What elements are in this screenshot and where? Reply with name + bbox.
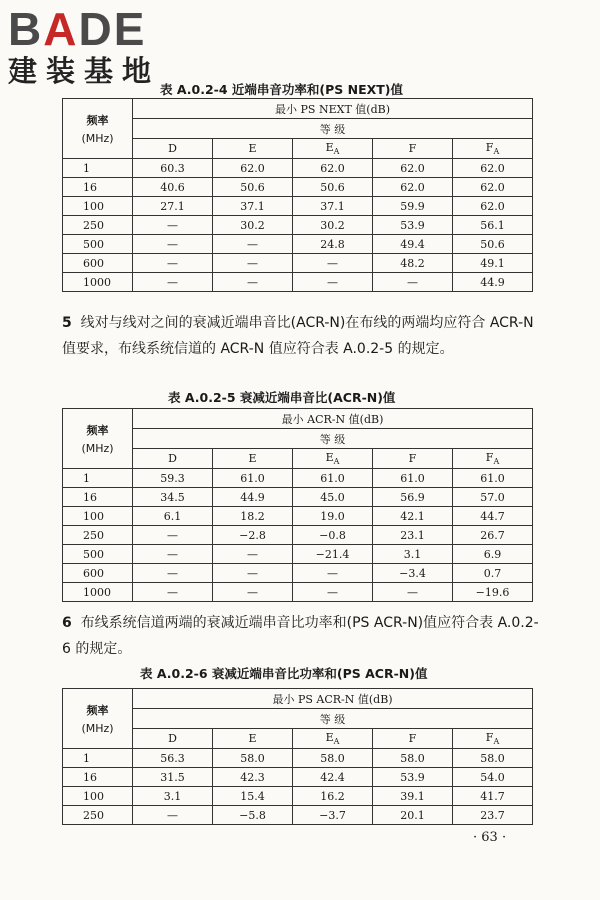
value-cell: — <box>373 273 453 292</box>
value-cell: — <box>133 564 213 583</box>
grade-subscript: A <box>333 457 340 467</box>
grade-cell <box>293 729 373 749</box>
grade-cell <box>133 449 213 469</box>
value-cell: 42.4 <box>293 768 373 787</box>
table-row <box>63 564 533 583</box>
value-cell: — <box>133 583 213 602</box>
value-cell: 61.0 <box>373 469 453 488</box>
grade-letter: D <box>168 732 177 745</box>
table-row <box>63 526 533 545</box>
grade-header: 等 级 <box>133 119 533 139</box>
value-cell: 6.1 <box>133 507 213 526</box>
value-cell: 30.2 <box>213 216 293 235</box>
value-cell: 42.3 <box>213 768 293 787</box>
freq-unit: (MHz) <box>81 132 114 145</box>
value-cell: — <box>293 564 373 583</box>
freq-cell: 100 <box>63 507 133 526</box>
value-cell: 58.0 <box>453 749 533 768</box>
paragraph-number: 5 <box>62 315 72 331</box>
logo-letter: A <box>43 3 79 55</box>
value-cell: 49.1 <box>453 254 533 273</box>
value-cell: 16.2 <box>293 787 373 806</box>
value-cell: 37.1 <box>293 197 373 216</box>
grade-letter: D <box>168 452 177 465</box>
value-cell: 45.0 <box>293 488 373 507</box>
value-cell: 41.7 <box>453 787 533 806</box>
value-cell: — <box>213 583 293 602</box>
freq-cell: 600 <box>63 564 133 583</box>
logo-letter: B <box>8 3 44 55</box>
value-cell: — <box>133 273 213 292</box>
value-cell: −21.4 <box>293 545 373 564</box>
value-cell: — <box>133 216 213 235</box>
value-cell: 44.9 <box>213 488 293 507</box>
value-cell: 50.6 <box>293 178 373 197</box>
value-cell: 50.6 <box>213 178 293 197</box>
paragraph-text: 布线系统信道两端的衰减近端串音比功率和(PS ACR-N)值应符合表 A.0.2-6 的规定。 <box>62 615 539 657</box>
value-cell: — <box>213 254 293 273</box>
table-caption-a026: 表 A.0.2-6 衰减近端串音比功率和(PS ACR-N)值 <box>140 666 428 681</box>
paragraph-text: 线对与线对之间的衰减近端串音比(ACR-N)在布线的两端均应符合 ACR-N 值要求，布线系统信道的 ACR-N 值应符合表 A.0.2-5 的规定。 <box>62 315 534 357</box>
freq-header <box>63 99 133 159</box>
table-acr-n <box>62 408 533 602</box>
value-cell: −2.8 <box>213 526 293 545</box>
table-row <box>63 159 533 178</box>
freq-header <box>63 689 133 749</box>
value-cell: — <box>133 526 213 545</box>
logo-letter-b <box>8 3 146 55</box>
table-row <box>63 749 533 768</box>
grade-cell <box>213 729 293 749</box>
page-number: · 63 · <box>473 830 507 845</box>
freq-cell: 1 <box>63 159 133 178</box>
value-cell: 59.3 <box>133 469 213 488</box>
grade-cell <box>453 139 533 159</box>
freq-label: 频率 <box>86 114 109 127</box>
grade-letter: E <box>325 730 334 744</box>
table-row <box>63 216 533 235</box>
grade-letter: E <box>248 452 257 465</box>
freq-cell: 1 <box>63 469 133 488</box>
grade-cell <box>213 449 293 469</box>
value-cell: 62.0 <box>373 159 453 178</box>
logo-letter: D <box>78 3 114 55</box>
table-row <box>63 469 533 488</box>
value-cell: 26.7 <box>453 526 533 545</box>
value-cell: 31.5 <box>133 768 213 787</box>
value-cell: 44.9 <box>453 273 533 292</box>
value-cell: — <box>133 235 213 254</box>
value-cell: 34.5 <box>133 488 213 507</box>
logo-brand-cn: 建装基地 <box>8 54 161 88</box>
header-row <box>63 409 533 429</box>
grade-letters-row <box>63 449 533 469</box>
table-row <box>63 273 533 292</box>
value-cell: — <box>133 254 213 273</box>
table-caption-a025: 表 A.0.2-5 衰减近端串音比(ACR-N)值 <box>168 390 396 405</box>
value-cell: 53.9 <box>373 216 453 235</box>
value-cell: 56.9 <box>373 488 453 507</box>
value-cell: 48.2 <box>373 254 453 273</box>
value-cell: 20.1 <box>373 806 453 825</box>
value-cell: — <box>213 235 293 254</box>
table-caption-a024: 表 A.0.2-4 近端串音功率和(PS NEXT)值 <box>160 82 403 97</box>
grade-cell <box>293 449 373 469</box>
table-row <box>63 178 533 197</box>
grade-header: 等 级 <box>133 429 533 449</box>
value-header: 最小 PS NEXT 值(dB) <box>133 99 533 119</box>
table-row <box>63 507 533 526</box>
value-cell: 3.1 <box>373 545 453 564</box>
grade-header-row <box>63 119 533 139</box>
value-cell: 18.2 <box>213 507 293 526</box>
table-row <box>63 545 533 564</box>
value-cell: 54.0 <box>453 768 533 787</box>
grade-cell <box>213 139 293 159</box>
freq-cell: 100 <box>63 197 133 216</box>
grade-subscript: A <box>493 147 500 157</box>
grade-letter: E <box>325 450 334 464</box>
table-row <box>63 768 533 787</box>
logo-brand-en <box>8 3 178 55</box>
value-cell: 58.0 <box>373 749 453 768</box>
value-cell: 23.1 <box>373 526 453 545</box>
value-cell: −5.8 <box>213 806 293 825</box>
value-cell: 42.1 <box>373 507 453 526</box>
grade-letter: F <box>408 452 417 465</box>
value-cell: 0.7 <box>453 564 533 583</box>
value-cell: 44.7 <box>453 507 533 526</box>
value-header: 最小 ACR-N 值(dB) <box>133 409 533 429</box>
value-cell: 19.0 <box>293 507 373 526</box>
value-cell: 6.9 <box>453 545 533 564</box>
freq-cell: 500 <box>63 235 133 254</box>
paragraph-6 <box>62 610 540 662</box>
value-cell: 62.0 <box>453 178 533 197</box>
value-cell: 23.7 <box>453 806 533 825</box>
logo-letter: E <box>113 3 147 55</box>
freq-label: 频率 <box>86 424 109 437</box>
value-cell: −3.7 <box>293 806 373 825</box>
grade-letter: F <box>408 142 417 155</box>
table-row <box>63 583 533 602</box>
grade-cell <box>453 729 533 749</box>
grade-subscript: A <box>333 737 340 747</box>
value-cell: 56.1 <box>453 216 533 235</box>
grade-cell <box>453 449 533 469</box>
value-cell: — <box>133 806 213 825</box>
grade-letter: E <box>248 142 257 155</box>
value-cell: 49.4 <box>373 235 453 254</box>
grade-subscript: A <box>333 147 340 157</box>
value-cell: 56.3 <box>133 749 213 768</box>
value-cell: 57.0 <box>453 488 533 507</box>
grade-cell <box>133 139 213 159</box>
value-cell: 61.0 <box>293 469 373 488</box>
grade-letter: E <box>248 732 257 745</box>
freq-cell: 250 <box>63 806 133 825</box>
grade-cell <box>373 729 453 749</box>
value-cell: 3.1 <box>133 787 213 806</box>
freq-header <box>63 409 133 469</box>
value-cell: 62.0 <box>373 178 453 197</box>
freq-cell: 16 <box>63 488 133 507</box>
grade-header-row <box>63 429 533 449</box>
freq-cell: 250 <box>63 526 133 545</box>
value-cell: 30.2 <box>293 216 373 235</box>
header-row <box>63 689 533 709</box>
value-cell: 15.4 <box>213 787 293 806</box>
value-cell: — <box>293 583 373 602</box>
value-cell: — <box>293 273 373 292</box>
value-cell: 59.9 <box>373 197 453 216</box>
value-cell: −3.4 <box>373 564 453 583</box>
freq-unit: (MHz) <box>81 442 114 455</box>
table-ps-acr-n <box>62 688 533 825</box>
freq-cell: 16 <box>63 178 133 197</box>
freq-cell: 500 <box>63 545 133 564</box>
value-cell: −19.6 <box>453 583 533 602</box>
header-row <box>63 99 533 119</box>
value-cell: 61.0 <box>213 469 293 488</box>
freq-cell: 250 <box>63 216 133 235</box>
value-cell: 40.6 <box>133 178 213 197</box>
grade-letters-row <box>63 729 533 749</box>
freq-unit: (MHz) <box>81 722 114 735</box>
table-row <box>63 197 533 216</box>
value-cell: −0.8 <box>293 526 373 545</box>
value-cell: 62.0 <box>213 159 293 178</box>
value-cell: 62.0 <box>293 159 373 178</box>
freq-cell: 1000 <box>63 273 133 292</box>
grade-cell <box>293 139 373 159</box>
value-cell: 53.9 <box>373 768 453 787</box>
grade-cell <box>373 139 453 159</box>
freq-label: 频率 <box>86 704 109 717</box>
freq-cell: 1000 <box>63 583 133 602</box>
freq-cell: 600 <box>63 254 133 273</box>
table-ps-next <box>62 98 533 292</box>
logo <box>8 3 178 88</box>
grade-letter: F <box>485 450 494 464</box>
table-row <box>63 806 533 825</box>
grade-letter: E <box>325 140 334 154</box>
value-cell: — <box>213 273 293 292</box>
value-cell: 39.1 <box>373 787 453 806</box>
table-row <box>63 254 533 273</box>
value-cell: — <box>213 564 293 583</box>
value-cell: 58.0 <box>213 749 293 768</box>
table-row <box>63 235 533 254</box>
grade-letter: F <box>485 730 494 744</box>
value-cell: — <box>133 545 213 564</box>
value-header: 最小 PS ACR-N 值(dB) <box>133 689 533 709</box>
value-cell: 58.0 <box>293 749 373 768</box>
grade-subscript: A <box>493 457 500 467</box>
paragraph-5 <box>62 310 540 362</box>
grade-letter: F <box>408 732 417 745</box>
grade-letter: F <box>485 140 494 154</box>
freq-cell: 100 <box>63 787 133 806</box>
paragraph-number: 6 <box>62 615 72 631</box>
value-cell: — <box>213 545 293 564</box>
grade-subscript: A <box>493 737 500 747</box>
value-cell: 27.1 <box>133 197 213 216</box>
grade-letter: D <box>168 142 177 155</box>
freq-cell: 1 <box>63 749 133 768</box>
value-cell: — <box>373 583 453 602</box>
value-cell: 61.0 <box>453 469 533 488</box>
value-cell: 24.8 <box>293 235 373 254</box>
grade-header: 等 级 <box>133 709 533 729</box>
value-cell: 50.6 <box>453 235 533 254</box>
value-cell: 62.0 <box>453 159 533 178</box>
table-row <box>63 787 533 806</box>
value-cell: 60.3 <box>133 159 213 178</box>
value-cell: — <box>293 254 373 273</box>
value-cell: 37.1 <box>213 197 293 216</box>
freq-cell: 16 <box>63 768 133 787</box>
table-row <box>63 488 533 507</box>
grade-header-row <box>63 709 533 729</box>
value-cell: 62.0 <box>453 197 533 216</box>
grade-cell <box>373 449 453 469</box>
grade-letters-row <box>63 139 533 159</box>
grade-cell <box>133 729 213 749</box>
